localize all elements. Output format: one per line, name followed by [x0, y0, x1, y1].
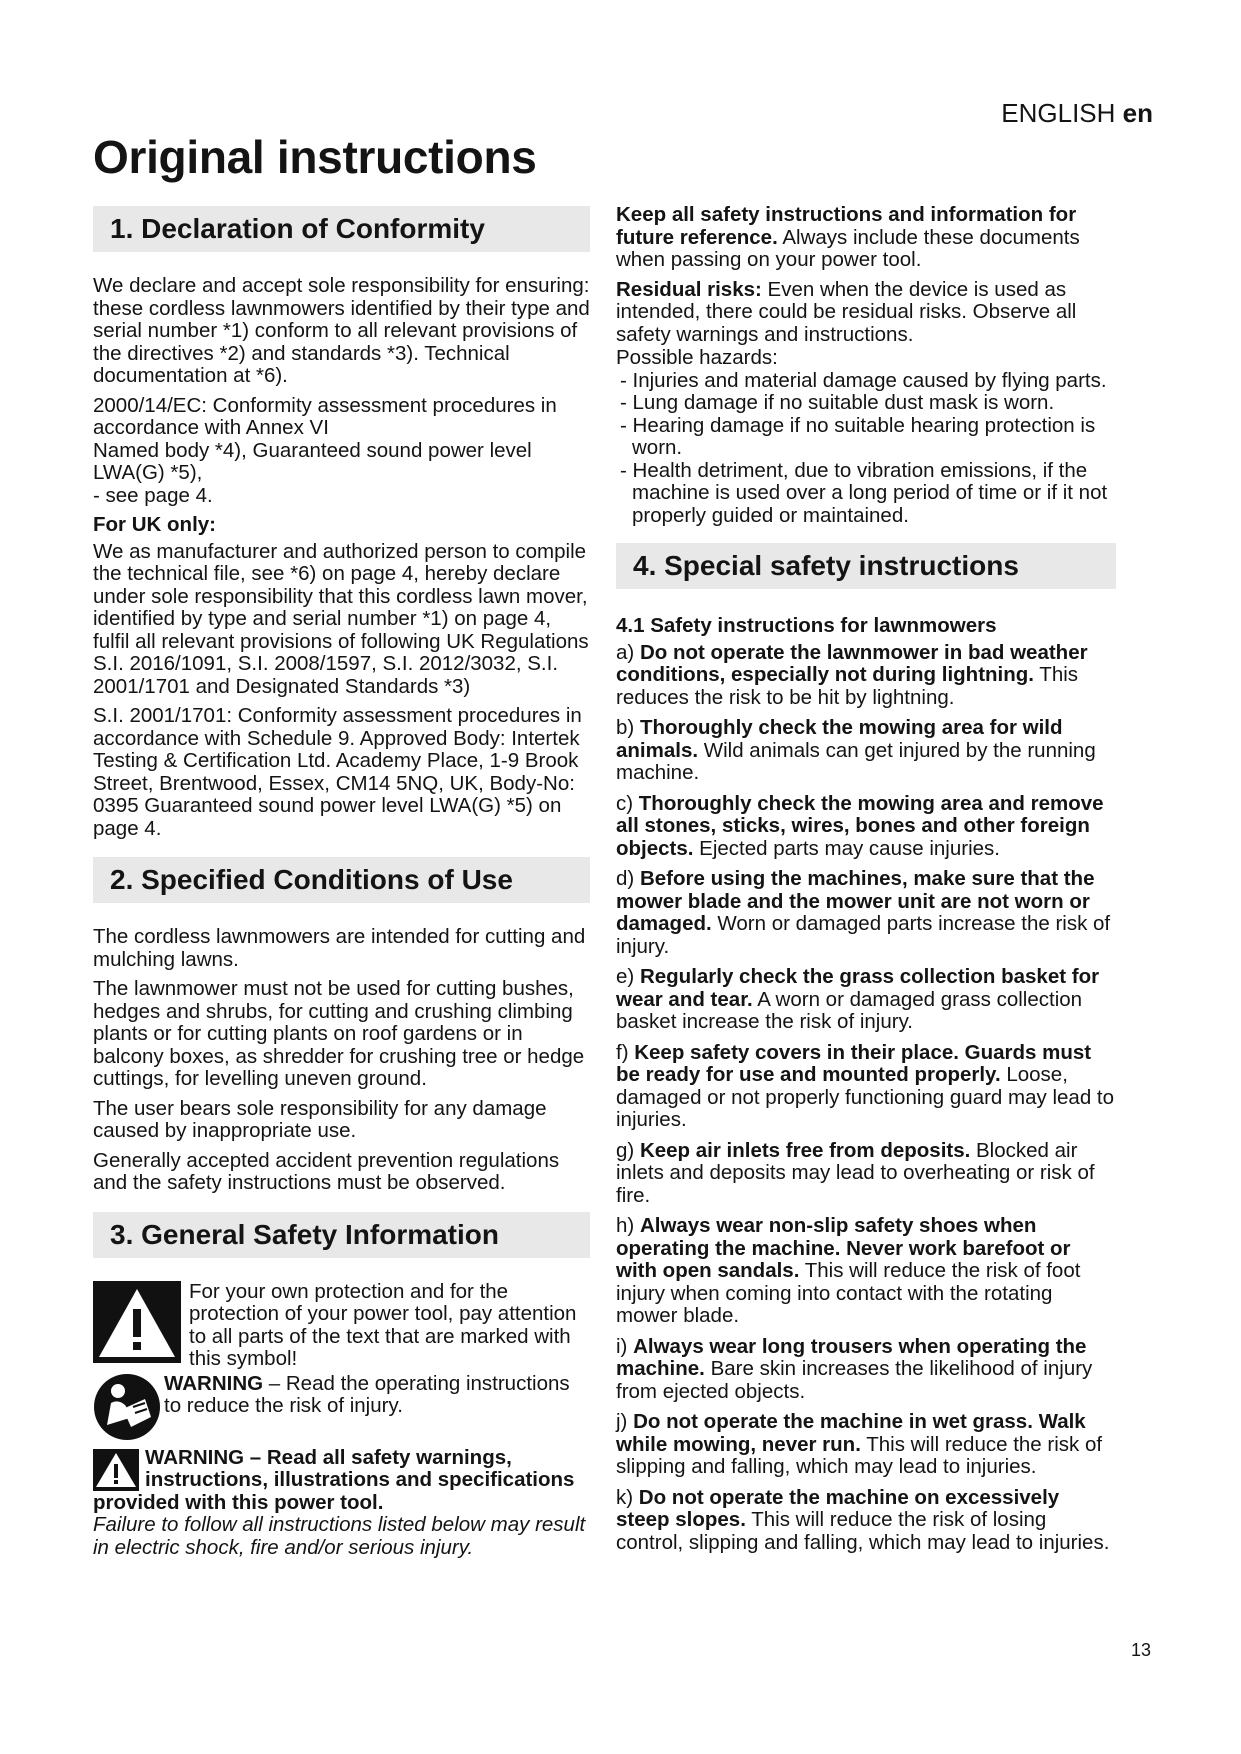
item-bold: Always wear long trousers when operating the machine.	[616, 1334, 1087, 1380]
item-bold: Keep safety covers in their place. Guards must be ready for use and mounted properly.	[616, 1040, 1092, 1086]
section-1-paragraph: We declare and accept sole responsibility for ensuring: these cordless lawnmowers identified by their type and serial number *1) conform to all relevant provisions of the directives *2) and standards *3). Technical documentation at *6).	[93, 274, 590, 387]
item-label: b)	[616, 716, 640, 739]
section-2-paragraph: The cordless lawnmowers are intended for cutting and mulching lawns.	[93, 925, 586, 971]
safety-item-k	[616, 1487, 1116, 1555]
safety-item-i	[616, 1336, 1116, 1404]
language-code: en	[1122, 98, 1153, 128]
item-text: Loose, damaged or not properly functioning guard may lead to injuries.	[616, 1063, 1115, 1131]
keep-label: Keep all safety instructions and information for future reference.	[616, 203, 1077, 249]
residual-text: Even when the device is used as intended, there could be residual risks. Observe all safety warnings and instructions.	[616, 277, 1077, 346]
item-text: Blocked air inlets and deposits may lead to overheating or risk of fire.	[616, 1138, 1095, 1207]
language-label	[1001, 98, 1153, 129]
section-1-directive	[93, 395, 590, 508]
section-2-paragraph: The user bears sole responsibility for any damage caused by inappropriate use.	[93, 1096, 547, 1142]
safety-item-a	[616, 642, 1116, 710]
uk-paragraph: We as manufacturer and authorized person to compile the technical file, see *6) on page 4, hereby declare under sole responsibility that this cordless lawn mover, identified by type and serial number *1) on page 4, fulfil all relevant provisions of following UK Regulations S.I. 2016/1091, S.I. 2008/1597, S.I. 2012/3032, S.I. 2001/1701 and Designated Standards *3)	[93, 539, 589, 698]
item-text: This reduces the risk to be hit by lightning.	[616, 663, 1079, 709]
safety-item-h	[616, 1215, 1116, 1328]
warning-text: – Read the operating instructions to reduce the risk of injury.	[164, 1371, 570, 1417]
item-text: Worn or damaged parts increase the risk of injury.	[616, 912, 1111, 958]
warning-block	[93, 1281, 590, 1560]
hazard-item: - Lung damage if no suitable dust mask is worn.	[620, 391, 1055, 414]
item-bold: Thoroughly check the mowing area for wild animals.	[616, 716, 1063, 762]
uk-heading: For UK only:	[93, 513, 216, 536]
named-body-line: Named body *4), Guaranteed sound power level LWA(G) *5),	[93, 438, 532, 484]
safety-item-f	[616, 1042, 1116, 1132]
item-bold: Always wear non-slip safety shoes when operating the machine. Never work barefoot or with open sandals.	[616, 1214, 1071, 1282]
item-text: A worn or damaged grass collection basket increase the risk of injury.	[616, 987, 1083, 1033]
item-bold: Regularly check the grass collection basket for wear and tear.	[616, 965, 1100, 1011]
general-warning-text: WARNING – Read all safety warnings, instructions, illustrations and specifications provided with this power tool.	[93, 1445, 575, 1514]
item-bold: Keep air inlets free from deposits.	[639, 1138, 971, 1162]
symbol-notice	[93, 1281, 590, 1371]
warning-label: WARNING	[164, 1371, 264, 1395]
item-label: h)	[616, 1214, 640, 1237]
item-bold: Before using the machines, make sure that the mower blade and the mower unit are not worn or damaged.	[616, 867, 1095, 935]
read-manual-warning	[93, 1373, 590, 1441]
item-text: Wild animals can get injured by the running machine.	[616, 738, 1096, 784]
item-bold: Do not operate the machine on excessively steep slopes.	[616, 1485, 1060, 1531]
section-2-heading: 2. Specified Conditions of Use	[93, 857, 590, 903]
item-label: f)	[616, 1040, 635, 1064]
residual-label: Residual risks:	[616, 277, 762, 301]
section-1-heading: 1. Declaration of Conformity	[93, 206, 590, 252]
warning-triangle-icon	[93, 1281, 181, 1363]
item-label: i)	[616, 1334, 634, 1358]
item-label: g)	[616, 1138, 640, 1162]
section-3-heading: 3. General Safety Information	[93, 1212, 590, 1258]
section-2-paragraph: Generally accepted accident prevention regulations and the safety instructions must be observed.	[93, 1148, 560, 1194]
hazards-list	[616, 370, 1116, 528]
safety-item-c	[616, 793, 1116, 861]
item-label: a)	[616, 640, 640, 664]
item-label: d)	[616, 867, 640, 890]
item-label: e)	[616, 965, 640, 988]
section-4-1-heading: 4.1 Safety instructions for lawnmowers	[616, 614, 997, 637]
item-label: c)	[616, 791, 639, 815]
uk-approved-body: S.I. 2001/1701: Conformity assessment procedures in accordance with Schedule 9. Approved Body: Intertek Testing & Certification Ltd. Academy Place, 1-9 Brook Street, Brentwood, Essex, CM14 5NQ, UK, Body-No: 0395 Guaranteed sound power level LWA(G) *5) on page 4.	[93, 704, 582, 840]
keep-instructions	[616, 204, 1116, 272]
item-text: Bare skin increases the likelihood of injury from ejected objects.	[616, 1357, 1093, 1403]
right-column	[616, 204, 1116, 1562]
hazard-item: - Health detriment, due to vibration emissions, if the machine is used over a long period of time or if it not properly guided or maintained.	[620, 458, 1108, 527]
page-number: 13	[1130, 1640, 1151, 1660]
item-text: Ejected parts may cause injuries.	[693, 836, 1000, 860]
hazard-item: - Hearing damage if no suitable hearing protection is worn.	[620, 413, 1096, 459]
item-text: This will reduce the risk of foot injury when coming into contact with the rotating mower blade.	[616, 1259, 1081, 1327]
read-manual-icon	[93, 1373, 161, 1441]
residual-risks	[616, 279, 1116, 347]
general-warning	[93, 1447, 590, 1560]
item-bold: Thoroughly check the mowing area and remove all stones, sticks, wires, bones and other foreign objects.	[616, 791, 1104, 860]
item-label: k)	[616, 1485, 639, 1509]
item-text: This will reduce the risk of losing control, slipping and falling, which may lead to injuries.	[616, 1508, 1110, 1554]
hazard-item: - Injuries and material damage caused by flying parts.	[620, 368, 1107, 392]
page-title: Original instructions	[93, 131, 537, 183]
hazards-title: Possible hazards:	[616, 346, 778, 369]
section-4-heading: 4. Special safety instructions	[616, 543, 1116, 589]
language-name: ENGLISH	[1001, 98, 1116, 128]
item-bold: Do not operate the machine in wet grass. Walk while mowing, never run.	[616, 1410, 1086, 1456]
read-manual-text	[164, 1373, 590, 1418]
symbol-notice-text: For your own protection and for the protection of your power tool, pay attention to all parts of the text that are marked with this symbol!	[189, 1279, 577, 1370]
see-page-line: - see page 4.	[93, 483, 213, 507]
safety-item-j	[616, 1411, 1116, 1479]
directive-line: 2000/14/EC: Conformity assessment procedures in accordance with Annex VI	[93, 393, 557, 439]
item-bold: Do not operate the lawnmower in bad weather conditions, especially not during lightning.	[616, 640, 1088, 686]
keep-text: Always include these documents when passing on your power tool.	[616, 225, 1080, 271]
safety-item-e	[616, 966, 1116, 1034]
general-warning-consequence: Failure to follow all instructions listed below may result in electric shock, fire and/or serious injury.	[93, 1513, 586, 1559]
warning-triangle-icon	[93, 1449, 139, 1491]
safety-item-b	[616, 717, 1116, 785]
item-text: This will reduce the risk of slipping and falling, which may lead to injuries.	[616, 1432, 1103, 1478]
left-column	[93, 206, 590, 1559]
item-label: j)	[616, 1410, 634, 1433]
safety-item-d	[616, 868, 1116, 958]
section-2-paragraph: The lawnmower must not be used for cutting bushes, hedges and shrubs, for cutting and crushing climbing plants or for cutting plants on roof gardens or in balcony boxes, as shredder for crushing tree or hedge cuttings, for levelling uneven ground.	[93, 977, 585, 1090]
safety-item-g	[616, 1140, 1116, 1208]
